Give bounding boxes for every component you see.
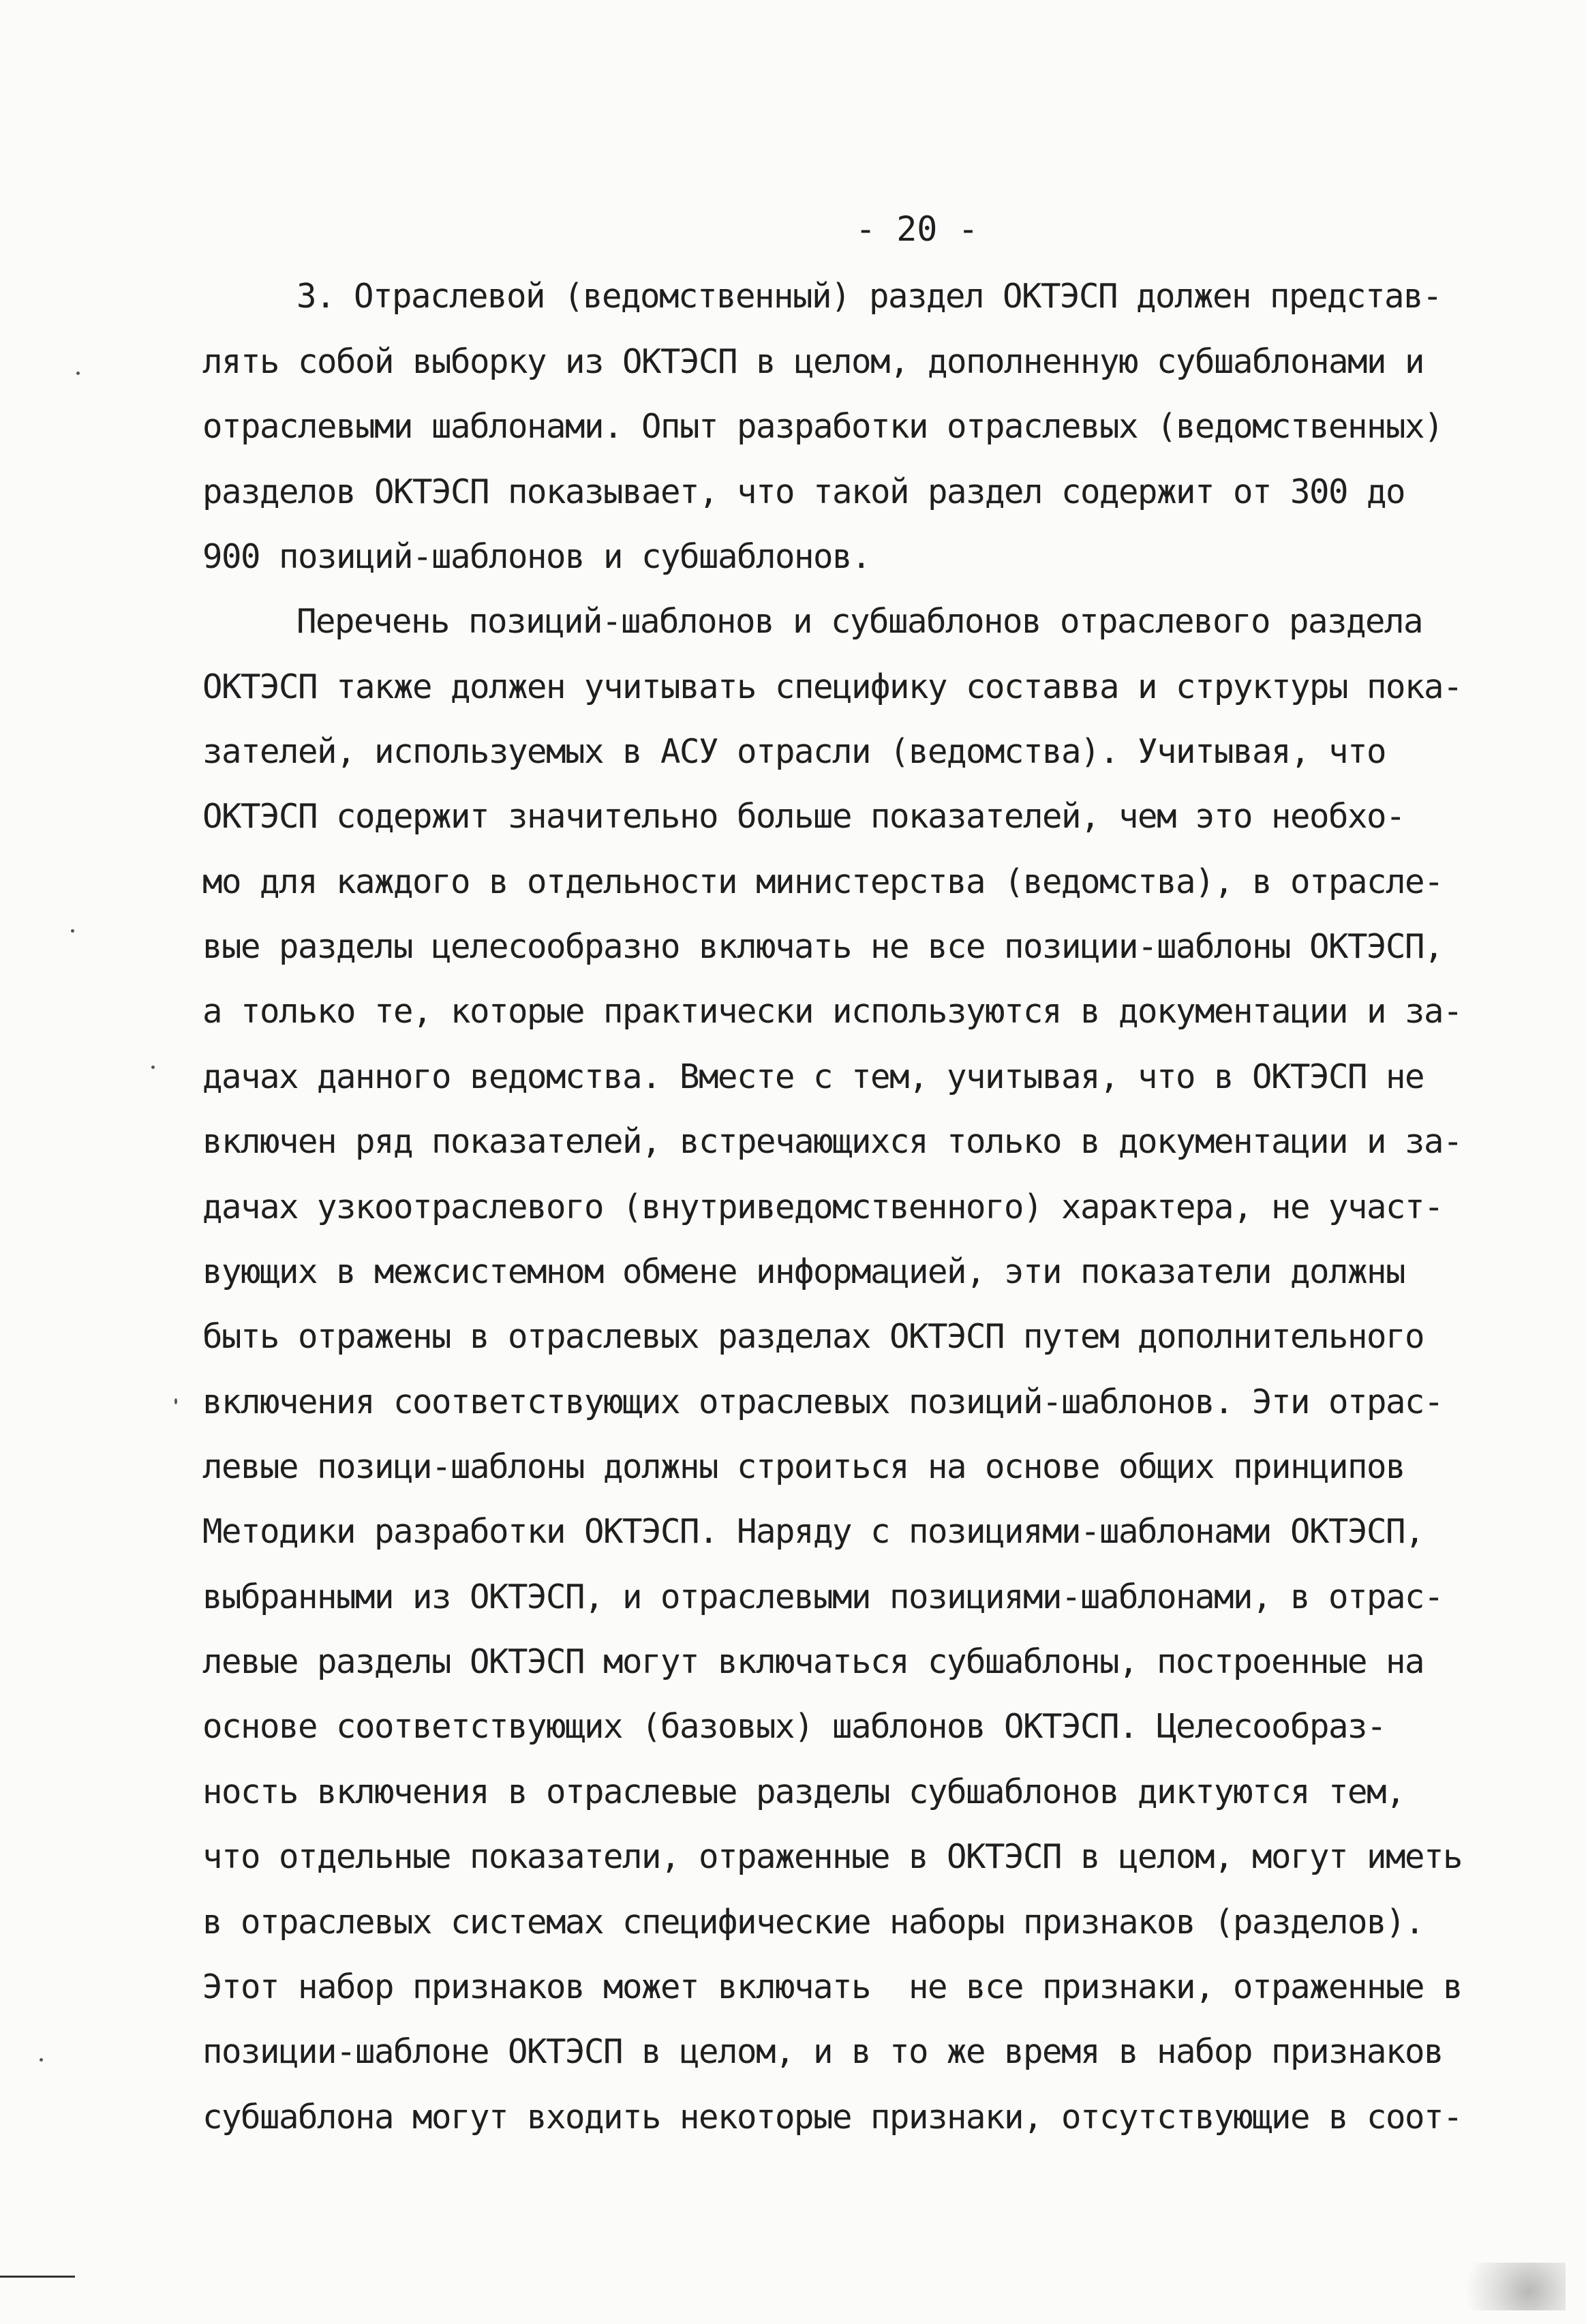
text-line: Перечень позиций-шаблонов и субшаблонов отраслевого раздела [296, 602, 1423, 641]
scan-speck [76, 372, 80, 375]
text-line: ОКТЭСП также должен учитывать специфику составва и структуры пока- [202, 667, 1463, 706]
scan-speck [40, 2058, 43, 2062]
text-line: быть отражены в отраслевых разделах ОКТЭСП путем дополнительного [202, 1317, 1424, 1356]
text-line: 900 позиций-шаблонов и субшаблонов. [202, 537, 871, 576]
text-line: отраслевыми шаблонами. Опыт разработки отраслевых (ведомственных) [202, 407, 1444, 446]
text-line: мо для каждого в отдельности министерства (ведомства), в отрасле- [202, 862, 1444, 901]
text-line: левые разделы ОКТЭСП могут включаться субшаблоны, построенные на [202, 1642, 1424, 1681]
scan-edge-mark [0, 2276, 75, 2278]
scan-speck [174, 1398, 177, 1404]
scan-speck [71, 929, 74, 933]
text-line: основе соответствующих (базовых) шаблонов ОКТЭСП. Целесообраз- [202, 1707, 1386, 1746]
scan-speck [151, 1066, 155, 1069]
text-line: что отдельные показатели, отраженные в ОКТЭСП в целом, могут иметь [202, 1837, 1463, 1876]
page-number: - 20 - [855, 209, 979, 249]
text-line: ОКТЭСП содержит значительно больше показателей, чем это необхо- [202, 797, 1405, 836]
text-line: левые позици-шаблоны должны строиться на основе общих принципов [202, 1447, 1405, 1486]
text-line: в отраслевых системах специфические наборы признаков (разделов). [202, 1903, 1424, 1942]
text-line: включения соответствующих отраслевых позиций-шаблонов. Эти отрас- [202, 1383, 1444, 1421]
text-line: вующих в межсистемном обмене информацией, эти показатели должны [202, 1252, 1405, 1291]
scan-noise [1443, 2263, 1566, 2310]
text-line: включен ряд показателей, встречающихся только в документации и за- [202, 1122, 1463, 1161]
text-line: зателей, используемых в АСУ отрасли (ведомства). Учитывая, что [202, 732, 1386, 771]
text-line: Методики разработки ОКТЭСП. Наряду с позициями-шаблонами ОКТЭСП, [202, 1512, 1424, 1551]
text-line: субшаблона могут входить некоторые признаки, отсутствующие в соот- [202, 2098, 1463, 2137]
text-line: а только те, которые практически используются в документации и за- [202, 992, 1463, 1031]
text-line: вые разделы целесообразно включать не все позиции-шаблоны ОКТЭСП, [202, 927, 1444, 966]
text-line: разделов ОКТЭСП показывает, что такой раздел содержит от 300 до [202, 472, 1405, 511]
text-line: дачах данного ведомства. Вместе с тем, учитывая, что в ОКТЭСП не [202, 1057, 1424, 1096]
text-line: ность включения в отраслевые разделы субшаблонов диктуются тем, [202, 1772, 1405, 1811]
text-line: позиции-шаблоне ОКТЭСП в целом, и в то же время в набор признаков [202, 2032, 1444, 2071]
text-line: выбранными из ОКТЭСП, и отраслевыми позициями-шаблонами, в отрас- [202, 1578, 1444, 1616]
text-line: 3. Отраслевой (ведомственный) раздел ОКТЭСП должен представ- [296, 277, 1442, 316]
text-line: дачах узкоотраслевого (внутриведомственного) характера, не участ- [202, 1188, 1444, 1226]
text-line: лять собой выборку из ОКТЭСП в целом, дополненную субшаблонами и [202, 342, 1424, 381]
text-line: Этот набор признаков может включать не все признаки, отраженные в [202, 1967, 1463, 2006]
